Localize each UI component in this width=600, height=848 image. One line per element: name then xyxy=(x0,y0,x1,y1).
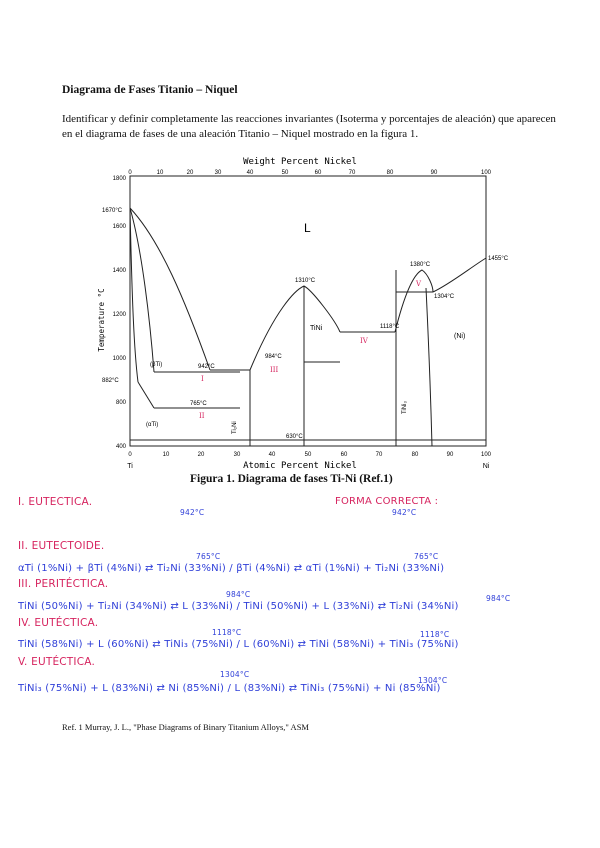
t765-label: 765°C xyxy=(190,401,207,407)
top-axis-label: Weight Percent Nickel xyxy=(243,157,357,167)
alpha-ti-label: (αTi) xyxy=(146,422,159,428)
tini3-max-label: 1380°C xyxy=(410,262,431,268)
diagram-labels xyxy=(102,208,509,440)
tini-max-label: 1310°C xyxy=(295,278,316,284)
y-tick: 800 xyxy=(115,400,126,406)
t882-label: 882°C xyxy=(102,378,119,384)
top-tick: 50 xyxy=(281,170,289,176)
reaction-3-temp-a: 984°C xyxy=(226,590,251,599)
figure-caption: Figura 1. Diagrama de fases Ti-Ni (Ref.1) xyxy=(190,473,393,485)
question-text: Identificar y definir completamente las reacciones invariantes (Isoterma y porcentajes de aleación) que aparecen en el diagrama de fases de una aleación Titanio – Niquel mostrado en la figura 1. xyxy=(62,113,556,140)
liquid-label: L xyxy=(304,221,311,235)
top-tick: 0 xyxy=(128,170,132,176)
y-ticks xyxy=(113,176,127,450)
reaction-2-temp-a: 765°C xyxy=(196,552,221,561)
reaction-2-title: II. EUTECTOIDE. xyxy=(18,540,105,552)
y-tick: 1800 xyxy=(112,176,126,182)
beta-ti-label: (βTi) xyxy=(150,362,163,368)
top-tick: 10 xyxy=(156,170,164,176)
reaction-3-title: III. PERITÉCTICA. xyxy=(18,578,109,590)
bottom-tick: 20 xyxy=(197,452,205,458)
tini3-label: TiNi₃ xyxy=(402,401,408,414)
t630-label: 630°C xyxy=(286,434,303,440)
bottom-axis-label: Atomic Percent Nickel xyxy=(243,461,357,471)
ti-melt-label: 1670°C xyxy=(102,208,123,214)
phase-boundaries xyxy=(130,208,486,446)
reaction-3-line: TiNi (50%Ni) + Ti₂Ni (34%Ni) ⇄ L (33%Ni) / TiNi (50%Ni) + L (33%Ni) ⇄ Ti₂Ni (34%Ni) xyxy=(18,601,459,612)
y-tick: 1400 xyxy=(112,268,126,274)
marker-V: V xyxy=(416,280,422,288)
ni-melt-label: 1455°C xyxy=(488,256,509,262)
reaction-1-temp-a: 942°C xyxy=(180,508,205,517)
top-tick: 90 xyxy=(430,170,438,176)
reaction-5-title: V. EUTÉCTICA. xyxy=(18,656,95,668)
bottom-tick: 70 xyxy=(375,452,383,458)
top-tick: 60 xyxy=(314,170,322,176)
y-tick: 1600 xyxy=(112,224,126,230)
t942-label: 942°C xyxy=(198,364,215,370)
ni-phase-label: (Ni) xyxy=(454,333,466,340)
document-title: Diagrama de Fases Titanio – Niquel xyxy=(62,84,238,96)
ti2ni-label: Ti₂Ni xyxy=(232,421,238,434)
t1304-label: 1304°C xyxy=(434,294,455,300)
reaction-1-title: I. EUTECTICA. xyxy=(18,496,93,508)
bottom-tick: 100 xyxy=(480,452,492,458)
bottom-tick: 50 xyxy=(304,452,312,458)
bottom-tick: 10 xyxy=(162,452,170,458)
reaction-5-line: TiNi₃ (75%Ni) + L (83%Ni) ⇄ Ni (85%Ni) / L (83%Ni) ⇄ TiNi₃ (75%Ni) + Ni (85%Ni) xyxy=(18,683,441,694)
marker-II: II xyxy=(199,412,205,420)
bottom-right-label: Ni xyxy=(482,463,490,470)
marker-III: III xyxy=(270,366,279,374)
phase-diagram xyxy=(90,150,510,480)
y-tick: 1200 xyxy=(112,312,126,318)
tini-label: TiNi xyxy=(310,325,323,332)
top-tick: 100 xyxy=(480,170,492,176)
reference-note: Ref. 1 Murray, J. L., "Phase Diagrams of Binary Titanium Alloys," ASM xyxy=(62,722,309,732)
reaction-2-line: αTi (1%Ni) + βTi (4%Ni) ⇄ Ti₂Ni (33%Ni) / βTi (4%Ni) ⇄ αTi (1%Ni) + Ti₂Ni (33%Ni) xyxy=(18,563,445,574)
y-tick: 400 xyxy=(115,444,126,450)
bottom-tick: 80 xyxy=(411,452,419,458)
bottom-tick: 30 xyxy=(233,452,241,458)
y-tick: 1000 xyxy=(112,356,126,362)
bottom-tick: 90 xyxy=(446,452,454,458)
bottom-ticks xyxy=(128,452,491,458)
bottom-tick: 60 xyxy=(340,452,348,458)
bottom-left-label: Ti xyxy=(127,463,133,470)
top-tick: 20 xyxy=(186,170,194,176)
top-tick: 30 xyxy=(214,170,222,176)
top-tick: 40 xyxy=(246,170,254,176)
reaction-1-temp-b: 942°C xyxy=(392,508,417,517)
reaction-4-line: TiNi (58%Ni) + L (60%Ni) ⇄ TiNi₃ (75%Ni) / L (60%Ni) ⇄ TiNi (58%Ni) + TiNi₃ (75%Ni) xyxy=(18,639,459,650)
bottom-tick: 0 xyxy=(128,452,132,458)
marker-IV: IV xyxy=(360,337,368,345)
reaction-3-temp-b: 984°C xyxy=(486,594,511,603)
reaction-4-temp-b: 1118°C xyxy=(420,630,450,639)
reaction-4-temp-a: 1118°C xyxy=(212,628,242,637)
t984-label: 984°C xyxy=(265,354,282,360)
reaction-2-temp-b: 765°C xyxy=(414,552,439,561)
reaction-5-temp-b: 1304°C xyxy=(418,676,448,685)
correct-form-label: FORMA CORRECTA : xyxy=(335,496,439,507)
top-tick: 70 xyxy=(348,170,356,176)
bottom-tick: 40 xyxy=(268,452,276,458)
t1118-label: 1118°C xyxy=(380,324,400,330)
y-axis-label: Temperature °C xyxy=(97,288,106,352)
marker-I: I xyxy=(201,375,204,383)
reaction-5-temp-a: 1304°C xyxy=(220,670,250,679)
top-ticks xyxy=(128,170,491,176)
invariant-markers xyxy=(199,280,422,420)
reaction-4-title: IV. EUTÉCTICA. xyxy=(18,617,99,629)
top-tick: 80 xyxy=(386,170,394,176)
